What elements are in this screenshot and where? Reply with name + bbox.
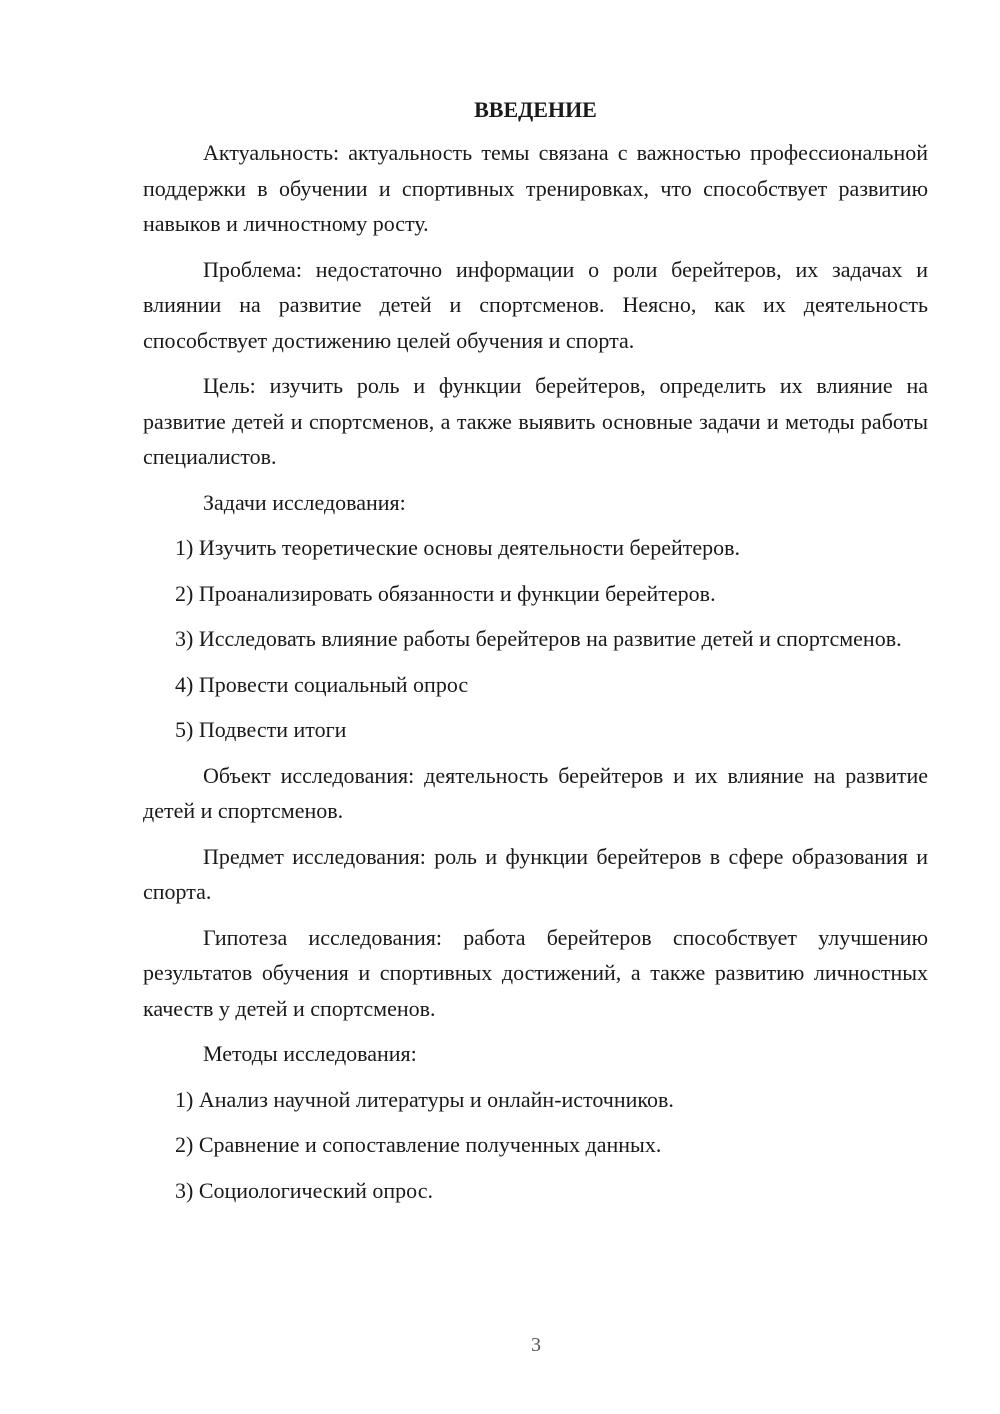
methods-heading: Методы исследования:: [203, 1041, 417, 1066]
subject-paragraph: Предмет исследования: роль и функции берейтеров в сфере образования и спорта.: [143, 843, 928, 904]
method-item-3: 3) Социологический опрос.: [175, 1177, 433, 1203]
page-number: 3: [531, 1334, 541, 1356]
task-item-1: 1) Изучить теоретические основы деятельности берейтеров.: [175, 535, 740, 560]
goal-paragraph: Цель: изучить роль и функции берейтеров, определить их влияние на развитие детей и спортсменов, а также выявить основные задачи и методы работы специалистов.: [143, 373, 928, 469]
task-item-4: 4) Провести социальный опрос: [175, 671, 469, 697]
hypothesis-paragraph: Гипотеза исследования: работа берейтеров способствует улучшению результатов обучения и спортивных достижений, а также развитию личностных качеств у детей и спортсменов.: [143, 924, 928, 1021]
method-item-2: 2) Сравнение и сопоставление полученных данных.: [175, 1132, 662, 1157]
task-item-5: 5) Подвести итоги: [175, 717, 347, 742]
tasks-heading: Задачи исследования:: [203, 489, 406, 515]
relevance-paragraph: Актуальность: актуальность темы связана с важностью профессиональной поддержки в обучении и спортивных тренировках, что способствует развитию навыков и личностному росту.: [143, 140, 928, 236]
page-content: [143, 92, 928, 1218]
problem-paragraph: Проблема: недостаточно информации о роли берейтеров, их задачах и влиянии на развитие детей и спортсменов. Неясно, как их деятельность способствует достижению целей обучения и спорта.: [143, 256, 928, 353]
page-title: ВВЕДЕНИЕ: [474, 97, 597, 122]
task-item-2: 2) Проанализировать обязанности и функции берейтеров.: [175, 580, 716, 606]
object-paragraph: Объект исследования: деятельность берейтеров и их влияние на развитие детей и спортсменов.: [143, 762, 928, 823]
task-item-3: 3) Исследовать влияние работы берейтеров на развитие детей и спортсменов.: [175, 626, 902, 651]
method-item-1: 1) Анализ научной литературы и онлайн-источников.: [175, 1086, 674, 1112]
